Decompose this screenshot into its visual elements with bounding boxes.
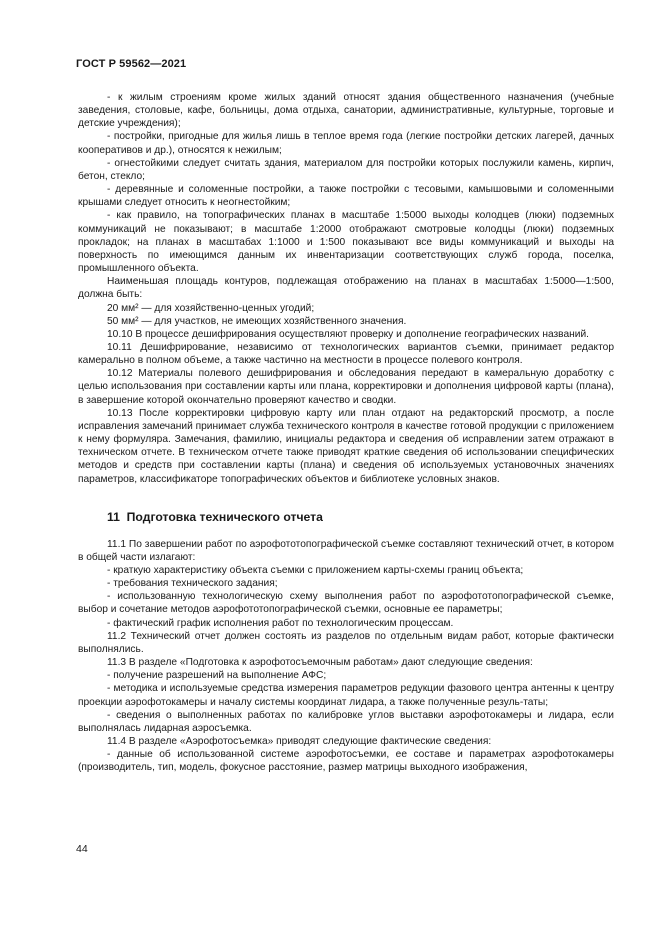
section-spacer: [78, 525, 614, 538]
paragraph: - деревянные и соломенные постройки, а также постройки с тесовыми, камышовыми и соломенными крышами следует относить к неогнестойким;: [78, 184, 614, 209]
paragraph: - использованную технологическую схему выполнения работ по аэрофототопографической съемке, выбор и сочетание методов аэрофототопографической съемки, основные ее параметры;: [78, 591, 614, 616]
section-heading: [78, 510, 614, 525]
paragraph: 11.4 В разделе «Аэрофотосъемка» приводят следующие фактические сведения:: [107, 736, 492, 748]
paragraph: Наименьшая площадь контуров, подлежащая отображению на планах в масштабах 1:5000—1:500, должна быть:: [78, 276, 614, 301]
paragraph: - методика и используемые средства измерения параметров редукции фазового центра антенны к центру проекции аэрофотокамеры и началу системы координат лидара, а также полученные резуль-таты;: [78, 683, 614, 708]
section-spacer: [78, 486, 614, 510]
paragraph: - фактический график исполнения работ по технологическим процессам.: [107, 617, 454, 629]
section-number: 11: [107, 509, 120, 524]
paragraph: - к жилым строениям кроме жилых зданий относят здания общественного назначения (учебные заведения, столовые, кафе, больницы, дома отдыха, санатории, административные, культурные, торговые и детские учреждения);: [78, 92, 614, 130]
paragraph: - краткую характеристику объекта съемки с приложением карты-схемы границ объекта;: [107, 565, 524, 576]
paragraph: 20 мм² — для хозяйственно-ценных угодий;: [107, 302, 315, 314]
paragraph: 50 мм² — для участков, не имеющих хозяйственного значения.: [107, 315, 407, 327]
paragraph: - сведения о выполненных работах по калибровке углов выставки аэрофотокамеры и лидара, если выполнялась лидарная аэросъемка.: [78, 709, 614, 734]
paragraph: 11.1 По завершении работ по аэрофототопографической съемке составляют технический отчет, в котором в общей части излагают:: [78, 538, 614, 563]
page-number: 44: [76, 843, 88, 855]
section-title: Подготовка технического отчета: [126, 509, 323, 524]
paragraph: 10.13 После корректировки цифровую карту или план отдают на редакторский просмотр, а после исправления замечаний принимает служба технического контроля в качестве готовой продукции с приложением к нему формуляра. Замечания, фамилию, инициалы редактора и сведения об исправлении затем отражают в техническом отчете. В техническом отчете также приводят краткие сведения об использовании специфических методов и средств при составлении карты (плана) и сведения об используемых установочных значениях параметров, классификаторе топографических объектов и библиотеке условных знаков.: [78, 407, 614, 485]
standard-header: ГОСТ Р 59562—2021: [76, 58, 187, 70]
paragraph: - данные об использованной системе аэрофотосъемки, ее составе и параметрах аэрофотокамеры (производитель, тип, модель, фокусное расстояние, размер матрицы выходного изображения,: [78, 749, 614, 774]
paragraph: 10.11 Дешифрирование, независимо от технологических вариантов съемки, принимает редактор камерально в полном объеме, а также частично на местности в процессе полевого контроля.: [78, 341, 614, 367]
paragraph: - постройки, пригодные для жилья лишь в теплое время года (легкие постройки детских лагерей, дачных кооперативов и др.), относятся к нежилым;: [78, 131, 614, 156]
paragraph: 11.2 Технический отчет должен состоять из разделов по отдельным видам работ, которые фактически выполнялись.: [78, 630, 614, 655]
paragraph: - как правило, на топографических планах в масштабе 1:5000 выходы колодцев (люки) подземных коммуникаций не показывают; в масштабе 1:2000 отображают смотровые колодцы (люки) подземных прокладок; на планах в масштабах 1:1000 и 1:500 показывают все виды коммуникаций и выходы на поверхность по имеющимся данным их инвентаризации соответствующих служб города, поселка, промышленного объекта.: [78, 210, 614, 275]
paragraph: - требования технического задания;: [107, 578, 278, 590]
paragraph: 11.3 В разделе «Подготовка к аэрофотосъемочным работам» дают следующие сведения:: [107, 657, 533, 669]
document-body: [78, 91, 614, 775]
paragraph: 10.12 Материалы полевого дешифрирования и обследования передают в камеральную доработку с целью использования при составлении карты или плана, корректировки и дополнения цифровой карты (плана), в завершение которой окончательно проверяют качество и сводки.: [78, 368, 614, 406]
paragraph: - огнестойкими следует считать здания, материалом для постройки которых послужили камень, кирпич, бетон, стекло;: [78, 157, 614, 182]
paragraph: - получение разрешений на выполнение АФС;: [107, 670, 327, 682]
paragraph: 10.10 В процессе дешифрирования осуществляют проверку и дополнение географических названий.: [107, 328, 589, 340]
